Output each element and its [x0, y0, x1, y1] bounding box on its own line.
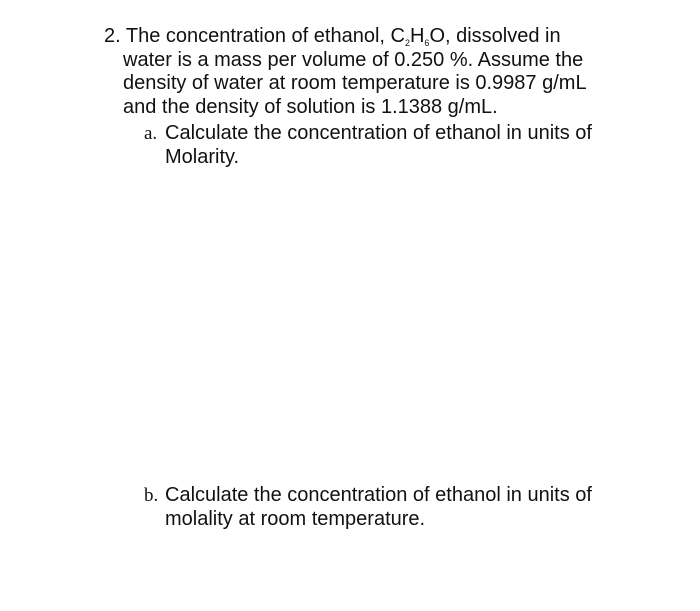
question-text-prefix: The concentration of ethanol, C: [125, 25, 405, 47]
part-a-marker: a.: [144, 123, 158, 144]
formula-hydrogen: H: [409, 25, 425, 47]
question-line-4: and the density of solution is 1.1388 g/mL.: [123, 95, 498, 118]
formula-subscript-hydrogen: 6: [424, 38, 430, 48]
part-b-text-1: Calculate the concentration of ethanol in units of: [165, 484, 592, 506]
part-a: [144, 122, 644, 169]
part-a-line-2: Molarity.: [165, 145, 240, 168]
formula-subscript-carbon: 2: [404, 38, 410, 48]
question-text-suffix: , dissolved in: [445, 25, 561, 47]
part-a-text-1: Calculate the concentration of ethanol in units of: [165, 122, 592, 144]
question-line-2: water is a mass per volume of 0.250 %. Assume the: [123, 48, 584, 71]
part-b: [144, 484, 644, 531]
question-line-1: [104, 25, 644, 49]
part-b-marker: b.: [144, 485, 159, 506]
part-a-line-1: [144, 122, 644, 146]
question-2: [104, 25, 644, 119]
question-number: 2.: [104, 25, 121, 47]
formula-oxygen: O: [429, 25, 445, 47]
part-b-line-2: molality at room temperature.: [165, 507, 426, 530]
part-b-line-1: [144, 484, 644, 508]
question-line-3: density of water at room temperature is 0.9987 g/mL: [123, 72, 587, 94]
